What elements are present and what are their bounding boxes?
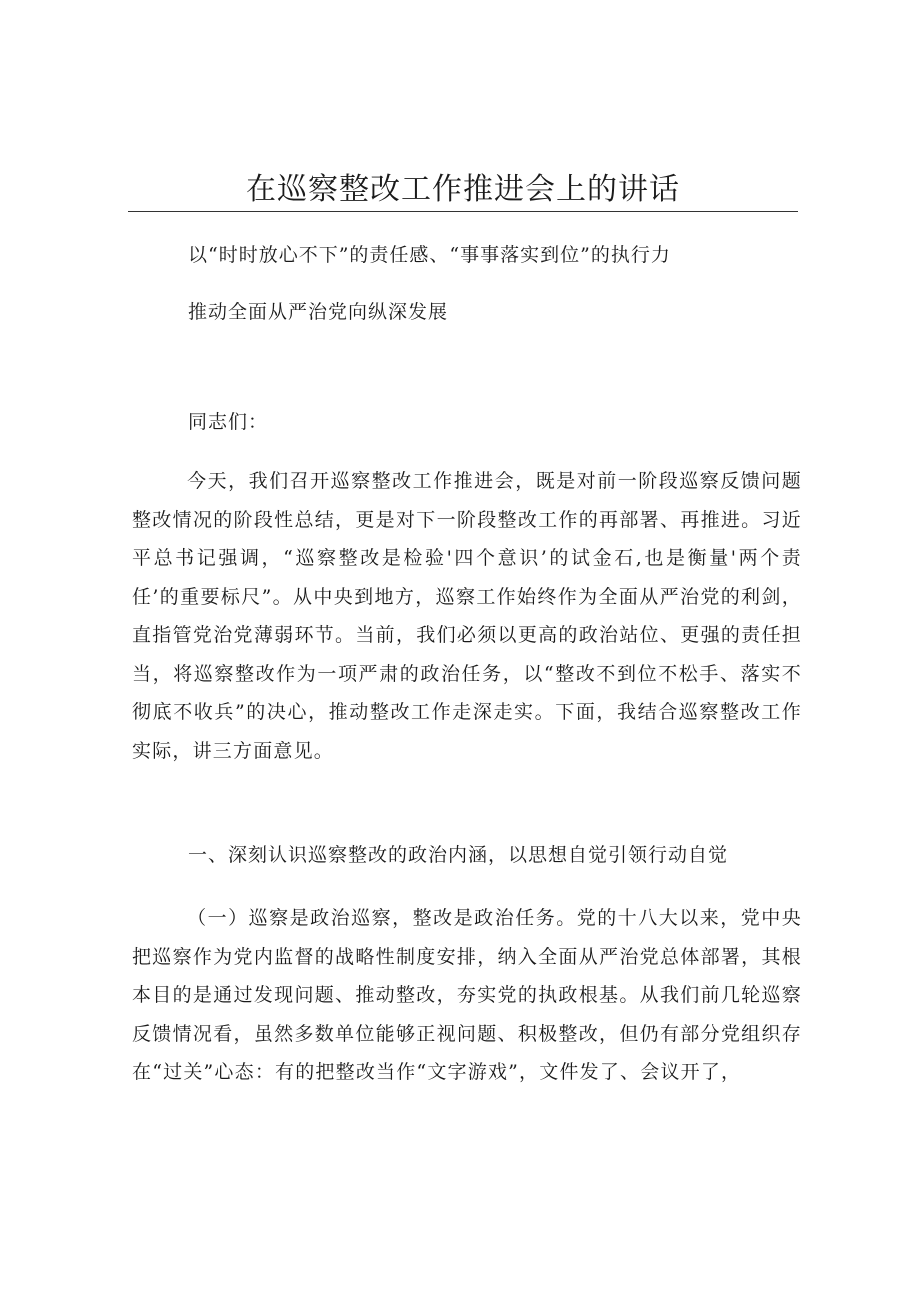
subsection-1-paragraph: （一）巡察是政治巡察，整改是政治任务。党的十八大以来，党中央把巡察作为党内监督的战略性制度安排，纳入全面从严治党总体部署，其根本目的是通过发现问题、推动整改，夯实党的执政根基。从我们前几轮巡察反馈情况看，虽然多数单位能够正视问题、积极整改，但仍有部分党组织存在“过关”心态：有的把整改当作“文字游戏”，文件发了、会议开了，: [132, 907, 802, 1083]
document-title: 在巡察整改工作推进会上的讲话: [246, 172, 680, 207]
salutation: 同志们：: [188, 411, 269, 433]
subtitle-line-1: 以“时时放心不下”的责任感、“事事落实到位”的执行力: [188, 244, 671, 266]
subtitle-line-2: 推动全面从严治党向纵深发展: [188, 301, 449, 323]
intro-paragraph: 今天，我们召开巡察整改工作推进会，既是对前一阶段巡察反馈问题整改情况的阶段性总结，更是对下一阶段整改工作的再部署、再推进。习近平总书记强调，“巡察整改是检验'四个意识’的试金石,也是衡量'两个责任’的重要标尺”。从中央到地方，巡察工作始终作为全面从严治党的利剑，直指管党治党薄弱环节。当前，我们必须以更高的政治站位、更强的责任担当，将巡察整改作为一项严肃的政治任务，以“整改不到位不松手、落实不彻底不收兵”的决心，推动整改工作走深走实。下面，我结合巡察整改工作实际，讲三方面意见。: [132, 470, 802, 762]
section-1-heading: 一、深刻认识巡察整改的政治内涵，以思想自觉引领行动自觉: [188, 844, 729, 866]
title-underline: [128, 211, 798, 212]
